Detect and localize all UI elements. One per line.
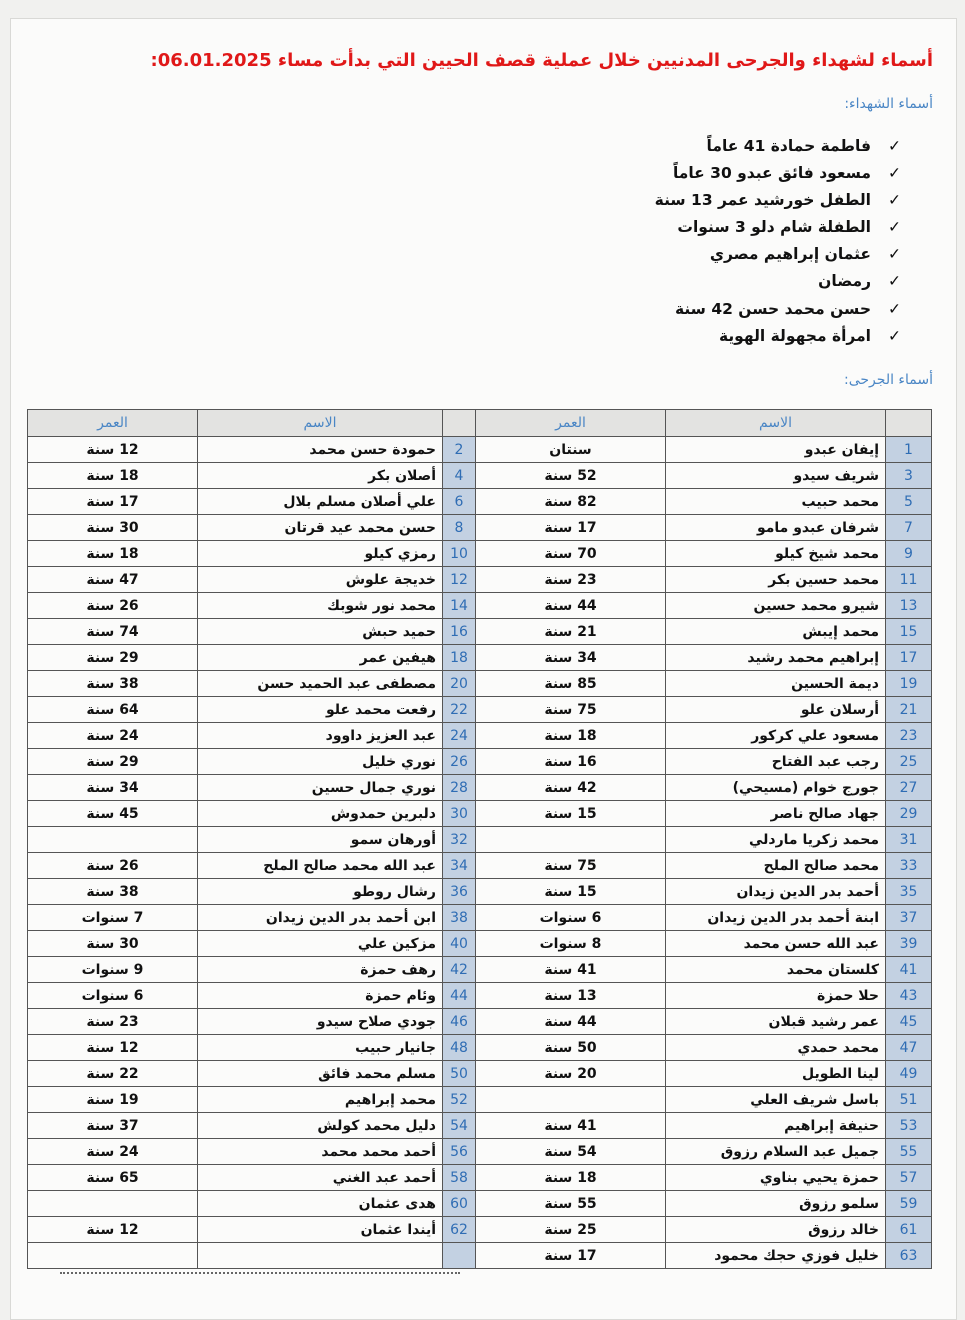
injured-name: محمد زكريا ماردلي	[666, 827, 886, 853]
injured-name: أحمد بدر الدين زيدان	[666, 879, 886, 905]
row-number: 44	[443, 983, 476, 1009]
injured-name: عبد العزيز داوود	[198, 723, 443, 749]
check-mark-icon: ✓	[888, 164, 901, 183]
row-number: 40	[443, 931, 476, 957]
injured-age: 17 سنة	[476, 515, 666, 541]
injured-age: 18 سنة	[28, 541, 198, 567]
martyr-item	[481, 133, 901, 160]
injured-name: إبراهيم محمد رشيد	[666, 645, 886, 671]
row-number: 29	[886, 801, 932, 827]
row-number: 41	[886, 957, 932, 983]
injured-name: أيندا عثمان	[198, 1217, 443, 1243]
injured-name: هدى عثمان	[198, 1191, 443, 1217]
table-row	[28, 879, 932, 905]
table-row	[28, 1243, 932, 1269]
row-number: 49	[886, 1061, 932, 1087]
row-number: 43	[886, 983, 932, 1009]
injured-name: هيفين عمر	[198, 645, 443, 671]
injured-name: رهف حمزة	[198, 957, 443, 983]
injured-age: 24 سنة	[28, 723, 198, 749]
check-mark-icon: ✓	[888, 218, 901, 237]
table-row	[28, 931, 932, 957]
injured-name: شريف سيدو	[666, 463, 886, 489]
row-number: 35	[886, 879, 932, 905]
injured-age: 38 سنة	[28, 671, 198, 697]
injured-age: 16 سنة	[476, 749, 666, 775]
injured-age: 55 سنة	[476, 1191, 666, 1217]
injured-age: 41 سنة	[476, 1113, 666, 1139]
injured-name: مصطفى عبد الحميد حسن	[198, 671, 443, 697]
injured-name: أورهان سمو	[198, 827, 443, 853]
table-row	[28, 489, 932, 515]
row-number: 19	[886, 671, 932, 697]
injured-age: 13 سنة	[476, 983, 666, 1009]
footer-cut-line	[60, 1272, 460, 1280]
table-row	[28, 1061, 932, 1087]
row-number: 28	[443, 775, 476, 801]
table-row	[28, 619, 932, 645]
injured-age: 74 سنة	[28, 619, 198, 645]
injured-age	[476, 1087, 666, 1113]
row-number: 15	[886, 619, 932, 645]
injured-name: حسن محمد عيد قرتان	[198, 515, 443, 541]
injured-age: 6 سنوات	[28, 983, 198, 1009]
row-number: 6	[443, 489, 476, 515]
injured-age: 23 سنة	[28, 1009, 198, 1035]
table-row	[28, 463, 932, 489]
injured-age: 75 سنة	[476, 853, 666, 879]
row-number: 12	[443, 567, 476, 593]
row-number: 50	[443, 1061, 476, 1087]
injured-name: خديجة علوش	[198, 567, 443, 593]
injured-age: 7 سنوات	[28, 905, 198, 931]
row-number: 11	[886, 567, 932, 593]
table-row	[28, 853, 932, 879]
table-row	[28, 1087, 932, 1113]
injured-name: حمزة يحيي بناوي	[666, 1165, 886, 1191]
injured-name: دلبرين حمدوش	[198, 801, 443, 827]
injured-name: خالد رزوق	[666, 1217, 886, 1243]
row-number: 2	[443, 437, 476, 463]
row-number: 46	[443, 1009, 476, 1035]
injured-name: نوري خليل	[198, 749, 443, 775]
row-number: 52	[443, 1087, 476, 1113]
injured-name: جميل عبد السلام رزوق	[666, 1139, 886, 1165]
injured-age: 37 سنة	[28, 1113, 198, 1139]
row-number: 37	[886, 905, 932, 931]
injured-age: 64 سنة	[28, 697, 198, 723]
row-number: 24	[443, 723, 476, 749]
row-number: 3	[886, 463, 932, 489]
martyrs-heading: أسماء الشهداء:	[844, 96, 933, 112]
row-number: 55	[886, 1139, 932, 1165]
row-number: 61	[886, 1217, 932, 1243]
row-number: 34	[443, 853, 476, 879]
table-row	[28, 905, 932, 931]
injured-age: 18 سنة	[476, 723, 666, 749]
injured-name: حميد حبش	[198, 619, 443, 645]
injured-age: 85 سنة	[476, 671, 666, 697]
injured-age: 70 سنة	[476, 541, 666, 567]
injured-name: لينا الطويل	[666, 1061, 886, 1087]
injured-age: 24 سنة	[28, 1139, 198, 1165]
martyr-name: الطفلة شام دلو 3 سنوات	[677, 218, 871, 237]
row-number: 56	[443, 1139, 476, 1165]
row-number: 39	[886, 931, 932, 957]
table-row	[28, 723, 932, 749]
injured-age: 82 سنة	[476, 489, 666, 515]
table-header-row	[28, 410, 932, 437]
martyr-name: حسن محمد حسن 42 سنة	[674, 299, 871, 318]
injured-name: ابن أحمد بدر الدين زيدان	[198, 905, 443, 931]
row-number: 30	[443, 801, 476, 827]
martyr-name: رمضان	[818, 272, 871, 291]
injured-name: رشال روطو	[198, 879, 443, 905]
row-number: 31	[886, 827, 932, 853]
injured-name: محمد حسين بكر	[666, 567, 886, 593]
table-row	[28, 541, 932, 567]
row-number: 1	[886, 437, 932, 463]
header-name: الاسم	[666, 410, 886, 437]
injured-age: 18 سنة	[476, 1165, 666, 1191]
injured-name: خليل فوزي حجك محمود	[666, 1243, 886, 1269]
row-number: 17	[886, 645, 932, 671]
injured-name: عمر رشيد قبلان	[666, 1009, 886, 1035]
table-row	[28, 515, 932, 541]
injured-name: باسل شريف العلي	[666, 1087, 886, 1113]
injured-name: جهاد صالح ناصر	[666, 801, 886, 827]
injured-age: 25 سنة	[476, 1217, 666, 1243]
row-number: 60	[443, 1191, 476, 1217]
injured-age	[28, 1243, 198, 1269]
injured-name: محمد إيبش	[666, 619, 886, 645]
check-mark-icon: ✓	[888, 299, 901, 318]
table-row	[28, 593, 932, 619]
injured-name: جورج خوام (مسيحي)	[666, 775, 886, 801]
injured-age	[28, 1191, 198, 1217]
row-number: 14	[443, 593, 476, 619]
injured-name: أصلان بكر	[198, 463, 443, 489]
injured-name: عبد الله محمد صالح الملح	[198, 853, 443, 879]
table-row	[28, 749, 932, 775]
row-number: 58	[443, 1165, 476, 1191]
injured-name: محمد نور شوبك	[198, 593, 443, 619]
injured-age: سنتان	[476, 437, 666, 463]
table-row	[28, 957, 932, 983]
header-age: العمر	[476, 410, 666, 437]
injured-name: حمودة حسن محمد	[198, 437, 443, 463]
injured-age: 17 سنة	[28, 489, 198, 515]
injured-name: ابنة أحمد بدر الدين زيدان	[666, 905, 886, 931]
injured-age: 34 سنة	[476, 645, 666, 671]
injured-age: 45 سنة	[28, 801, 198, 827]
row-number	[443, 1243, 476, 1269]
table-row	[28, 671, 932, 697]
table-row	[28, 645, 932, 671]
injured-age: 41 سنة	[476, 957, 666, 983]
martyr-name: الطفل خورشيد عمر 13 سنة	[654, 191, 871, 210]
injured-age: 44 سنة	[476, 1009, 666, 1035]
injured-name: أحمد عبد الغني	[198, 1165, 443, 1191]
table-row	[28, 1035, 932, 1061]
injured-name	[198, 1243, 443, 1269]
injured-name: أحمد محمد محمد	[198, 1139, 443, 1165]
table-row	[28, 775, 932, 801]
check-mark-icon: ✓	[888, 245, 901, 264]
injured-age: 30 سنة	[28, 515, 198, 541]
row-number: 42	[443, 957, 476, 983]
injured-age: 44 سنة	[476, 593, 666, 619]
table-row	[28, 1165, 932, 1191]
injured-age: 26 سنة	[28, 853, 198, 879]
injured-name: نوري جمال حسين	[198, 775, 443, 801]
check-mark-icon: ✓	[888, 326, 901, 345]
injured-name: رمزي كيلو	[198, 541, 443, 567]
injured-name: مسلم محمد فائق	[198, 1061, 443, 1087]
injured-heading: أسماء الجرحى:	[844, 372, 933, 388]
injured-name: كلستان محمد	[666, 957, 886, 983]
injured-age: 42 سنة	[476, 775, 666, 801]
injured-age: 52 سنة	[476, 463, 666, 489]
injured-name: شرفان عبدو مامو	[666, 515, 886, 541]
row-number: 53	[886, 1113, 932, 1139]
header-number	[886, 410, 932, 437]
injured-age: 12 سنة	[28, 1035, 198, 1061]
row-number: 18	[443, 645, 476, 671]
table-row	[28, 1009, 932, 1035]
martyrs-list	[481, 133, 901, 350]
injured-name: جودي صلاح سيدو	[198, 1009, 443, 1035]
injured-name: محمد إبراهيم	[198, 1087, 443, 1113]
table-row	[28, 1191, 932, 1217]
row-number: 20	[443, 671, 476, 697]
table-row	[28, 801, 932, 827]
row-number: 63	[886, 1243, 932, 1269]
injured-age: 65 سنة	[28, 1165, 198, 1191]
row-number: 25	[886, 749, 932, 775]
injured-name: محمد حمدي	[666, 1035, 886, 1061]
injured-age: 29 سنة	[28, 749, 198, 775]
injured-age	[28, 827, 198, 853]
martyr-item	[481, 296, 901, 323]
table-row	[28, 1217, 932, 1243]
injured-name: عبد الله حسن محمد	[666, 931, 886, 957]
row-number: 32	[443, 827, 476, 853]
martyr-item	[481, 241, 901, 268]
injured-age: 26 سنة	[28, 593, 198, 619]
injured-name: محمد شيخ كيلو	[666, 541, 886, 567]
row-number: 9	[886, 541, 932, 567]
row-number: 7	[886, 515, 932, 541]
injured-age: 15 سنة	[476, 879, 666, 905]
injured-age: 47 سنة	[28, 567, 198, 593]
row-number: 26	[443, 749, 476, 775]
martyr-item	[481, 323, 901, 350]
row-number: 22	[443, 697, 476, 723]
header-number	[443, 410, 476, 437]
table-row	[28, 827, 932, 853]
injured-age: 6 سنوات	[476, 905, 666, 931]
injured-age: 12 سنة	[28, 1217, 198, 1243]
martyr-item	[481, 214, 901, 241]
injured-name: دليل محمد كولش	[198, 1113, 443, 1139]
row-number: 23	[886, 723, 932, 749]
row-number: 36	[443, 879, 476, 905]
row-number: 59	[886, 1191, 932, 1217]
injured-age: 15 سنة	[476, 801, 666, 827]
table-row	[28, 1139, 932, 1165]
martyr-name: فاطمة حمادة 41 عاماً	[706, 137, 871, 155]
injured-age: 22 سنة	[28, 1061, 198, 1087]
injured-name: شيرو محمد حسين	[666, 593, 886, 619]
table-row	[28, 1113, 932, 1139]
row-number: 54	[443, 1113, 476, 1139]
injured-name: رفعت محمد علو	[198, 697, 443, 723]
martyr-name: مسعود فائق عبدو 30 عاماً	[672, 164, 871, 183]
row-number: 57	[886, 1165, 932, 1191]
martyr-item	[481, 268, 901, 295]
row-number: 48	[443, 1035, 476, 1061]
header-name: الاسم	[198, 410, 443, 437]
row-number: 45	[886, 1009, 932, 1035]
martyr-name: امرأة مجهولة الهوية	[718, 326, 871, 345]
injured-age: 34 سنة	[28, 775, 198, 801]
row-number: 8	[443, 515, 476, 541]
injured-age: 50 سنة	[476, 1035, 666, 1061]
check-mark-icon: ✓	[888, 191, 901, 210]
row-number: 62	[443, 1217, 476, 1243]
injured-name: محمد صالح الملح	[666, 853, 886, 879]
row-number: 47	[886, 1035, 932, 1061]
table-row	[28, 983, 932, 1009]
injured-age: 19 سنة	[28, 1087, 198, 1113]
injured-name: إيفان عبدو	[666, 437, 886, 463]
injured-name: جانيار حبيب	[198, 1035, 443, 1061]
injured-age: 21 سنة	[476, 619, 666, 645]
injured-name: رجب عبد الفتاح	[666, 749, 886, 775]
row-number: 51	[886, 1087, 932, 1113]
row-number: 38	[443, 905, 476, 931]
row-number: 33	[886, 853, 932, 879]
injured-age	[476, 827, 666, 853]
row-number: 21	[886, 697, 932, 723]
injured-age: 75 سنة	[476, 697, 666, 723]
header-age: العمر	[28, 410, 198, 437]
injured-name: علي أصلان مسلم بلال	[198, 489, 443, 515]
table-row	[28, 697, 932, 723]
row-number: 4	[443, 463, 476, 489]
row-number: 5	[886, 489, 932, 515]
martyr-name: عثمان إبراهيم مصري	[709, 245, 871, 264]
check-mark-icon: ✓	[888, 272, 901, 291]
row-number: 13	[886, 593, 932, 619]
injured-age: 38 سنة	[28, 879, 198, 905]
row-number: 27	[886, 775, 932, 801]
injured-age: 23 سنة	[476, 567, 666, 593]
injured-name: محمد حبيب	[666, 489, 886, 515]
injured-age: 30 سنة	[28, 931, 198, 957]
row-number: 10	[443, 541, 476, 567]
injured-name: أرسلان علو	[666, 697, 886, 723]
table-row	[28, 437, 932, 463]
table-row	[28, 567, 932, 593]
injured-name: ديمة الحسين	[666, 671, 886, 697]
injured-age: 17 سنة	[476, 1243, 666, 1269]
injured-name: حنيفة إبراهيم	[666, 1113, 886, 1139]
page-title: أسماء لشهداء والجرحى المدنيين خلال عملية قصف الحيين التي بدأت مساء 06.01.2025:	[150, 50, 933, 71]
martyr-item	[481, 187, 901, 214]
injured-age: 54 سنة	[476, 1139, 666, 1165]
injured-name: حلا حمزة	[666, 983, 886, 1009]
injured-age: 18 سنة	[28, 463, 198, 489]
row-number: 16	[443, 619, 476, 645]
injured-name: مزكين علي	[198, 931, 443, 957]
injured-name: وئام حمزة	[198, 983, 443, 1009]
check-mark-icon: ✓	[888, 137, 901, 155]
injured-age: 20 سنة	[476, 1061, 666, 1087]
injured-table	[27, 409, 932, 1269]
injured-age: 8 سنوات	[476, 931, 666, 957]
injured-age: 12 سنة	[28, 437, 198, 463]
injured-name: مسعود علي كركور	[666, 723, 886, 749]
martyr-item	[481, 160, 901, 187]
injured-name: سلمو رزوق	[666, 1191, 886, 1217]
injured-age: 9 سنوات	[28, 957, 198, 983]
injured-age: 29 سنة	[28, 645, 198, 671]
table-body	[28, 437, 932, 1269]
